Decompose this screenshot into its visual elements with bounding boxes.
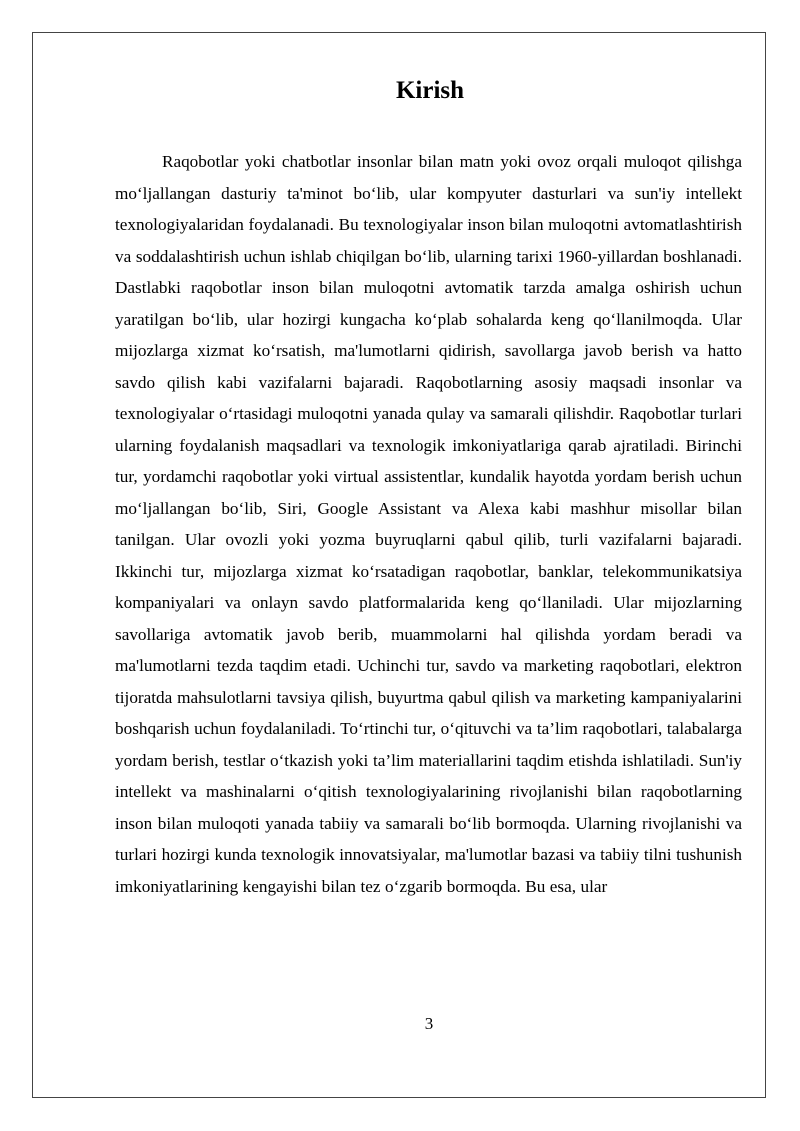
body-paragraph: Raqobotlar yoki chatbotlar insonlar bilan matn yoki ovoz orqali muloqot qilishga moʻljallangan dasturiy ta'minot boʻlib, ular kompyuter dasturlari va sun'iy intellekt texnologiyalaridan foydalanadi. Bu texnologiyalar inson bilan muloqotni avtomatlashtirish va soddalashtirish uchun ishlab chiqilgan boʻlib, ularning tarixi 1960-yillardan boshlanadi. Dastlabki raqobotlar inson bilan muloqotni avtomatik tarzda amalga oshirish uchun yaratilgan boʻlib, ular hozirgi kungacha koʻplab sohalarda keng qoʻllanilmoqda. Ular mijozlarga xizmat koʻrsatish, ma'lumotlarni qidirish, savollarga javob berish va hatto savdo qilish kabi vazifalarni bajaradi. Raqobotlarning asosiy maqsadi insonlar va texnologiyalar oʻrtasidagi muloqotni yanada qulay va samarali qilishdir. Raqobotlar turlari ularning foydalanish maqsadlari va texnologik imkoniyatlariga qarab ajratiladi. Birinchi tur, yordamchi raqobotlar yoki virtual assistentlar, kundalik hayotda yordam berish uchun moʻljallangan boʻlib, Siri, Google Assistant va Alexa kabi mashhur misollar bilan tanilgan. Ular ovozli yoki yozma buyruqlarni qabul qilib, turli vazifalarni bajaradi. Ikkinchi tur, mijozlarga xizmat koʻrsatadigan raqobotlar, banklar, telekommunikatsiya kompaniyalari va onlayn savdo platformalarida keng qoʻllaniladi. Ular mijozlarning savollariga avtomatik javob berib, muammolarni hal qilishda yordam beradi va ma'lumotlarni tezda taqdim etadi. Uchinchi tur, savdo va marketing raqobotlari, elektron tijoratda mahsulotlarni tavsiya qilish, buyurtma qabul qilish va marketing kampaniyalarini boshqarish uchun foydalaniladi. Toʻrtinchi tur, oʻqituvchi va ta’lim raqobotlari, talabalarga yordam berish, testlar oʻtkazish yoki ta’lim materiallarini taqdim etishda ishlatiladi. Sun'iy intellekt va mashinalarni oʻqitish texnologiyalarining rivojlanishi bilan raqobotlarning inson bilan muloqoti yanada tabiiy va samarali boʻlib bormoqda. Ularning rivojlanishi va turlari hozirgi kunda texnologik innovatsiyalar, ma'lumotlar bazasi va tabiiy tilni tushunish imkoniyatlarining kengayishi bilan tez oʻzgarib bormoqda. Bu esa, ular <box>115 152 742 896</box>
page-title: Kirish <box>395 77 465 104</box>
page-number: 3 <box>424 1014 434 1033</box>
